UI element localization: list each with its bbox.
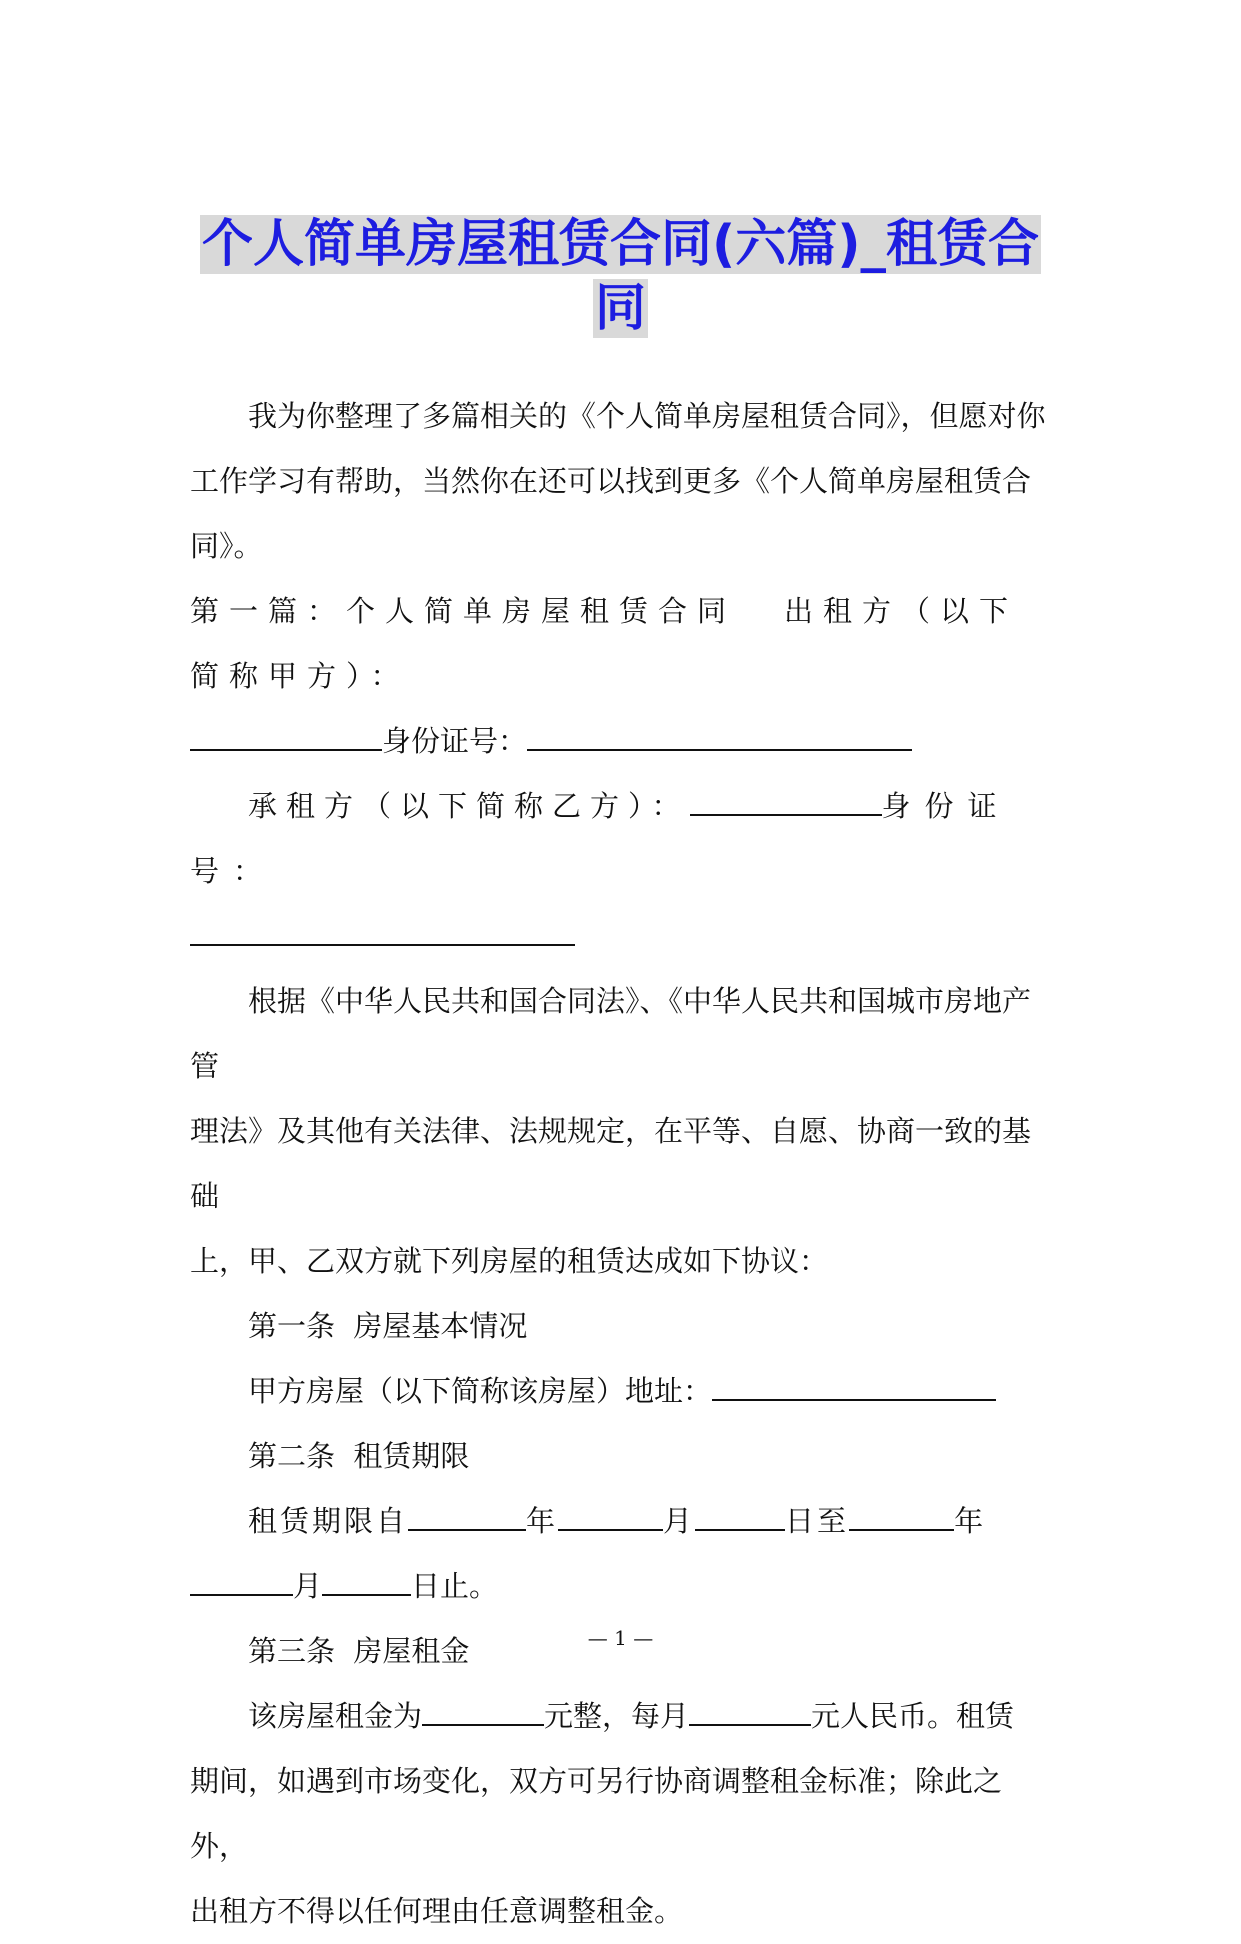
end-month-blank[interactable] bbox=[190, 1567, 293, 1596]
lessee-name-blank[interactable] bbox=[690, 787, 882, 816]
intro-line-2: 工作学习有帮助，当然你在还可以找到更多《个人简单房屋租赁合 bbox=[190, 464, 1032, 498]
start-year-blank[interactable] bbox=[408, 1502, 526, 1531]
start-month-blank[interactable] bbox=[558, 1502, 663, 1531]
end-day-blank[interactable] bbox=[322, 1567, 411, 1596]
rent-line-3: 出租方不得以任何理由任意调整租金。 bbox=[190, 1894, 684, 1928]
term-month-1: 月 bbox=[663, 1504, 696, 1538]
basis-line-3: 上，甲、乙双方就下列房屋的租赁达成如下协议： bbox=[190, 1244, 829, 1278]
part1-heading: 第一篇：个人简单房屋租赁合同 bbox=[190, 594, 737, 628]
intro-line-3: 同》。 bbox=[190, 529, 263, 563]
lessee-line bbox=[190, 774, 1052, 904]
term-line-2 bbox=[190, 1554, 1052, 1619]
rent-monthly-blank[interactable] bbox=[689, 1697, 811, 1726]
id-label-1: 身份证号： bbox=[382, 724, 528, 758]
article3-heading: 第三条 房屋租金 bbox=[248, 1634, 470, 1668]
rent-line-1 bbox=[190, 1684, 1052, 1749]
intro-line-1: 我为你整理了多篇相关的《个人简单房屋租赁合同》，但愿对你 bbox=[248, 399, 1046, 433]
basis-line-1: 根据《中华人民共和国合同法》、《中华人民共和国城市房地产管 bbox=[190, 984, 1032, 1083]
rent-label: 该房屋租金为 bbox=[248, 1699, 423, 1733]
basis-line-2: 理法》及其他有关法律、法规规定，在平等、自愿、协商一致的基础 bbox=[190, 1114, 1032, 1213]
lessee-id-line bbox=[190, 904, 1052, 969]
term-line-1 bbox=[190, 1489, 1052, 1554]
term-day-end: 日止。 bbox=[411, 1569, 499, 1603]
term-year-2: 年 bbox=[954, 1504, 987, 1538]
document-title bbox=[190, 213, 1051, 341]
rent-line-2: 期间，如遇到市场变化，双方可另行协商调整租金标准；除此之外， bbox=[190, 1764, 1003, 1863]
article1-heading: 第一条 房屋基本情况 bbox=[248, 1309, 528, 1343]
lessor-line bbox=[190, 709, 1052, 774]
title-line-1: 个人简单房屋租赁合同(六篇)_租赁合 bbox=[201, 215, 1040, 274]
lessor-label: 出租方（以下简称甲方）： bbox=[190, 594, 1019, 693]
page-number: — 1 — bbox=[587, 1626, 654, 1650]
term-day-to: 日至 bbox=[785, 1504, 850, 1538]
address-label: 甲方房屋（以下简称该房屋）地址： bbox=[248, 1374, 713, 1408]
start-day-blank[interactable] bbox=[695, 1502, 785, 1531]
address-blank[interactable] bbox=[712, 1372, 996, 1401]
term-from: 租赁期限自 bbox=[248, 1504, 409, 1538]
lessor-name-blank[interactable] bbox=[190, 722, 382, 751]
address-line bbox=[190, 1359, 1052, 1424]
rent-yuan-whole: 元整，每月 bbox=[544, 1699, 690, 1733]
lessee-label: 承租方（以下简称乙方）： bbox=[248, 789, 690, 823]
rent-rmb: 元人民币。租赁 bbox=[811, 1699, 1015, 1733]
end-year-blank[interactable] bbox=[849, 1502, 954, 1531]
article2-heading: 第二条 租赁期限 bbox=[248, 1439, 470, 1473]
term-year-1: 年 bbox=[526, 1504, 559, 1538]
title-line-2: 同 bbox=[594, 279, 646, 338]
rent-total-blank[interactable] bbox=[422, 1697, 544, 1726]
id-label-2: 身份证号： bbox=[190, 789, 1011, 888]
lessor-id-blank[interactable] bbox=[527, 722, 912, 751]
term-month-2: 月 bbox=[293, 1569, 323, 1603]
document-body bbox=[190, 384, 1052, 1944]
lessee-id-blank[interactable] bbox=[190, 917, 575, 946]
part1-heading-line bbox=[190, 579, 1052, 709]
